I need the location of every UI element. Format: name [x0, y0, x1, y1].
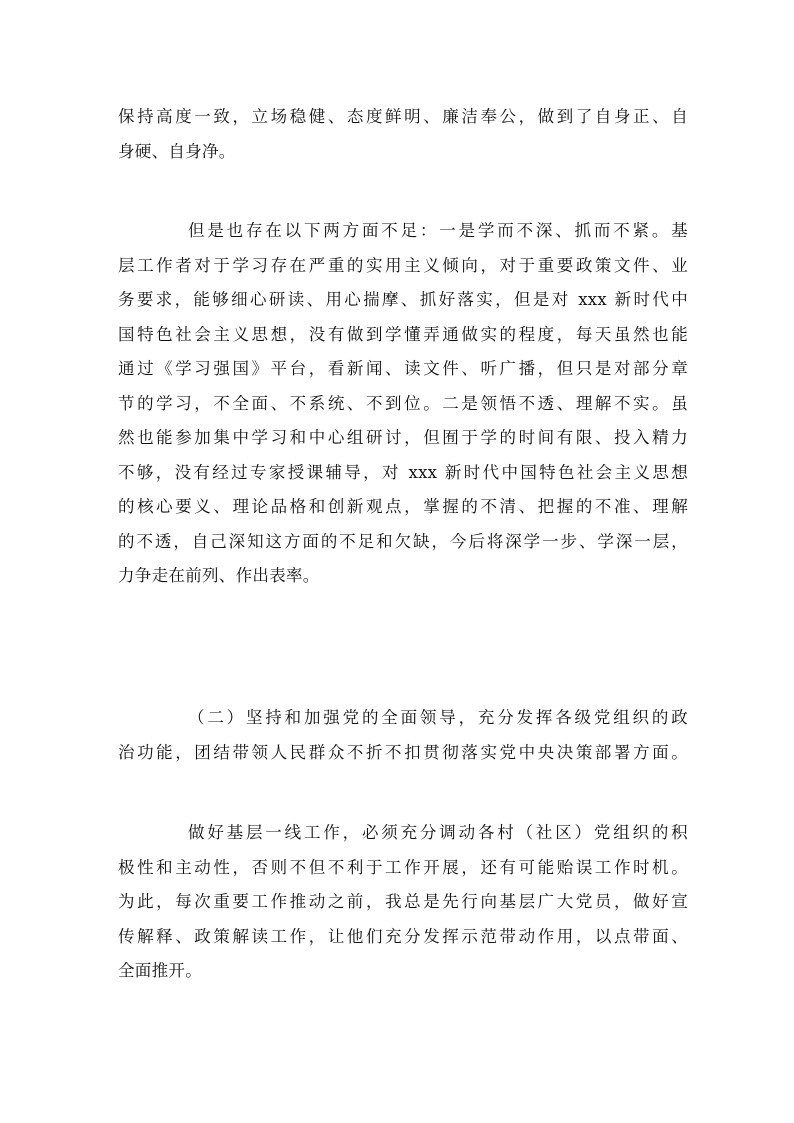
text-line: 身硬、自身净。 — [118, 141, 236, 161]
text-line: 务要求，能够细心研读、用心揣摩、抓好落实，但是对 xxx 新时代中 — [118, 290, 688, 309]
paragraph-shortcomings — [118, 214, 688, 594]
text-line: 传解释、政策解读工作，让他们充分发挥示范带动作用，以点带面、 — [118, 926, 688, 946]
section-heading — [118, 701, 688, 770]
paragraph-grassroots-work — [118, 816, 688, 989]
paragraph-continuation — [118, 100, 688, 169]
text-line: 保持高度一致，立场稳健、态度鲜明、廉洁奉公，做到了自身正、自 — [118, 107, 688, 126]
text-line: 但是也存在以下两方面不足：一是学而不深、抓而不紧。基 — [188, 221, 688, 240]
text-line: 做好基层一线工作，必须充分调动各村（社区）党组织的积 — [188, 823, 688, 842]
text-line: 的不透，自己深知这方面的不足和欠缺，今后将深学一步、学深一层， — [118, 531, 688, 551]
heading-line: 治功能，团结带领人民群众不折不扣贯彻落实党中央决策部署方面。 — [118, 742, 688, 762]
text-line: 国特色社会主义思想，没有做到学懂弄通做实的程度，每天虽然也能 — [118, 324, 688, 344]
text-line: 通过《学习强国》平台，看新闻、读文件、听广播，但只是对部分章 — [118, 359, 688, 378]
text-line: 的核心要义、理论品格和创新观点，掌握的不清、把握的不准、理解 — [118, 497, 688, 516]
text-line: 极性和主动性，否则不但不利于工作开展，还有可能贻误工作时机。 — [118, 857, 688, 877]
text-line: 全面推开。 — [118, 961, 202, 980]
text-line: 为此，每次重要工作推动之前，我总是先行向基层广大党员，做好宣 — [118, 892, 688, 911]
heading-line: （二）坚持和加强党的全面领导，充分发挥各级党组织的政 — [188, 708, 688, 727]
text-line: 力争走在前列、作出表率。 — [118, 566, 320, 585]
text-line: 节的学习，不全面、不系统、不到位。二是领悟不透、理解不实。虽 — [118, 393, 688, 413]
text-line: 然也能参加集中学习和中心组研讨，但囿于学的时间有限、投入精力 — [118, 428, 688, 447]
text-line: 不够，没有经过专家授课辅导，对 xxx 新时代中国特色社会主义思想 — [118, 462, 688, 482]
text-line: 层工作者对于学习存在严重的实用主义倾向，对于重要政策文件、业 — [118, 255, 688, 275]
